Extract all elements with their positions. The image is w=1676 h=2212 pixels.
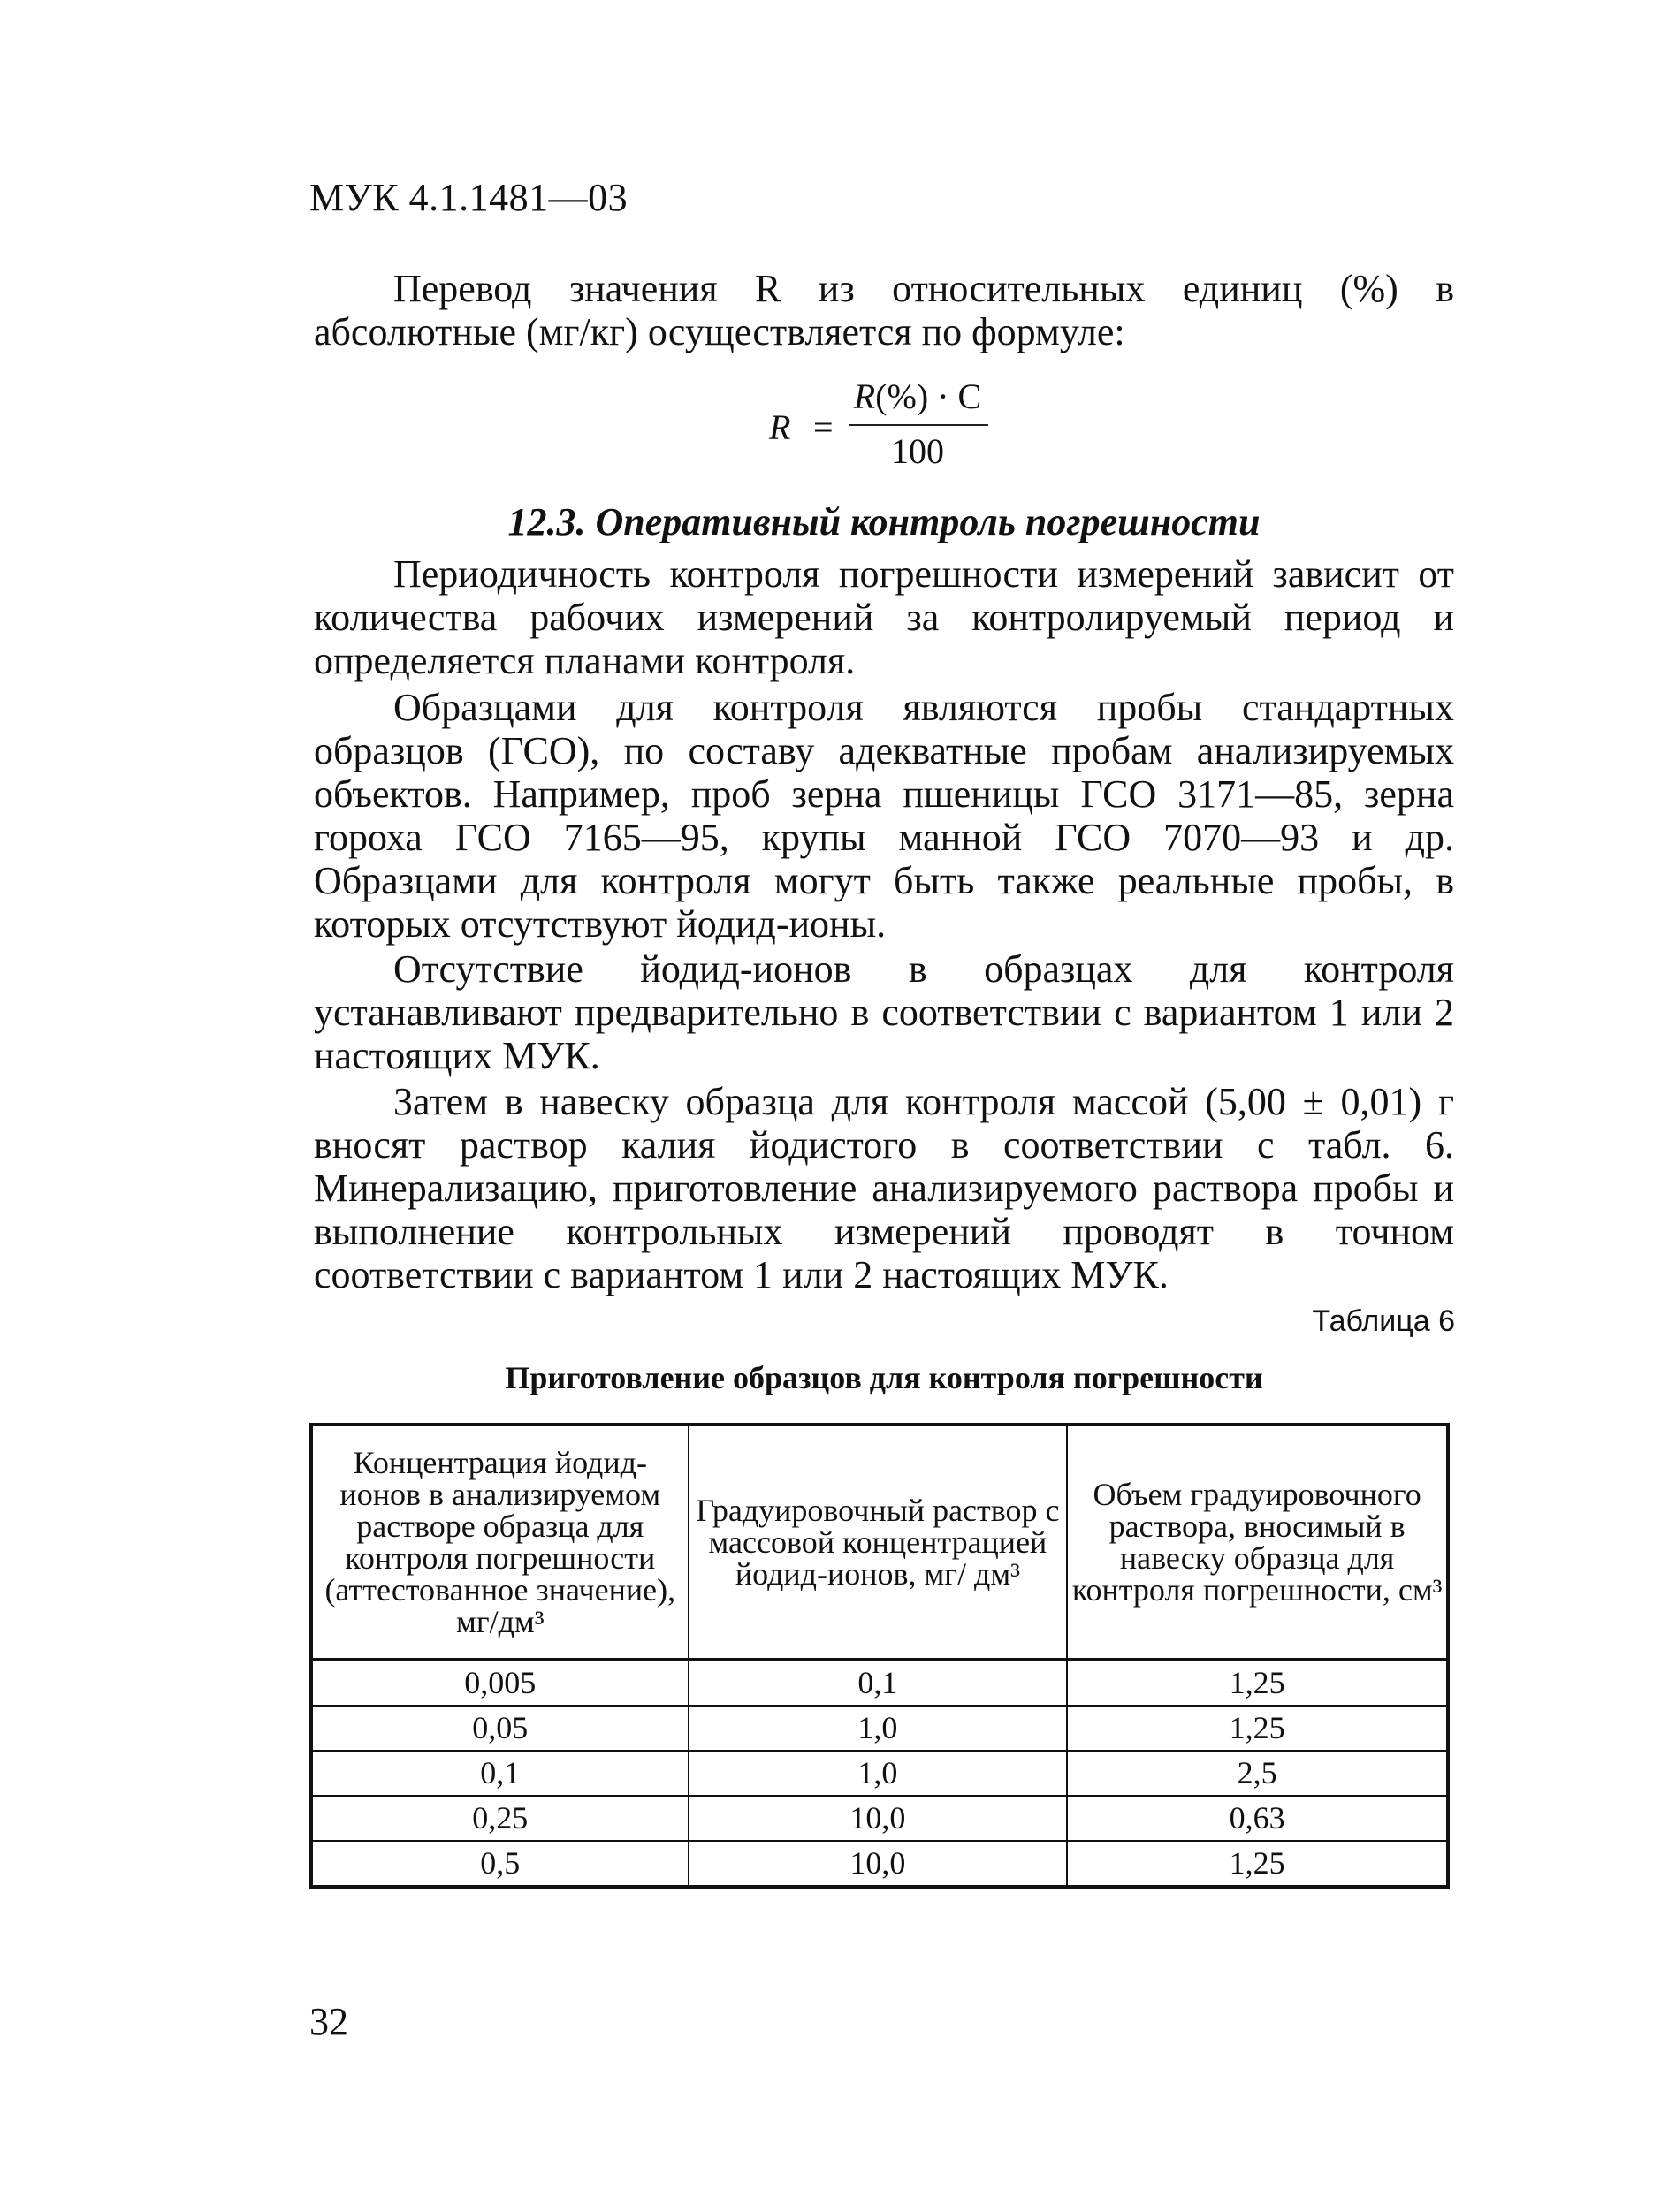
table-header-row [311,1425,1448,1660]
formula-numerator-rest: (%) · C [875,376,982,416]
table-row [311,1706,1448,1751]
data-table [309,1423,1450,1889]
header-volume: Объем градуировочного раствора, вносимый в навеску образца для контроля погрешности, см³ [1067,1425,1448,1660]
table-cell: 0,1 [689,1660,1068,1706]
formula-lhs: R [769,407,791,447]
document-code: МУК 4.1.1481—03 [309,176,628,219]
header-calibration-solution: Градуировочный раствор с массовой концентрацией йодид-ионов, мг/ дм³ [689,1425,1068,1660]
table-cell: 0,25 [311,1796,689,1841]
paragraph-absence: Отсутствие йодид-ионов в образцах для контроля устанавливают предварительно в соответствии с вариантом 1 или 2 настоящих МУК. [314,947,1454,1077]
paragraph-periodicity: Периодичность контроля погрешности измерений зависит от количества рабочих измерений за контролируемый период и определяется планами контроля. [314,552,1454,682]
formula-denominator: 100 [891,431,944,471]
section-title: 12.3. Оперативный контроль погрешности [507,500,1261,543]
table-row [311,1841,1448,1887]
table-cell: 0,5 [311,1841,689,1887]
table-title: Приготовление образцов для контроля погрешности [505,1360,1263,1395]
formula [769,376,999,482]
table-cell: 2,5 [1067,1751,1448,1796]
paragraph-procedure: Затем в навеску образца для контроля массой (5,00 ± 0,01) г вносят раствор калия йодистого в соответствии с табл. 6. Минерализацию, приготовление анализируемого раствора пробы и выполнение контрольных измерений проводят в точном соответствии с вариантом 1 или 2 настоящих МУК. [314,1080,1454,1296]
table-cell: 1,25 [1067,1660,1448,1706]
table-cell: 0,1 [311,1751,689,1796]
table-cell: 10,0 [689,1796,1068,1841]
table-cell: 0,005 [311,1660,689,1706]
table-cell: 0,63 [1067,1796,1448,1841]
header-concentration: Концентрация йодид-ионов в анализируемом растворе образца для контроля погрешности (аттестованное значение), мг/дм³ [311,1425,689,1660]
table-row [311,1660,1448,1706]
table-cell: 1,25 [1067,1841,1448,1887]
formula-numerator-var: R [853,376,876,416]
table-row [311,1751,1448,1796]
table-cell: 0,05 [311,1706,689,1751]
table-row [311,1796,1448,1841]
table-cell: 1,0 [689,1751,1068,1796]
table-cell: 10,0 [689,1841,1068,1887]
formula-equals: = [813,407,834,447]
table-label: Таблица 6 [1312,1304,1455,1338]
page-number: 32 [309,2000,348,2043]
formula-numerator [851,376,984,417]
table-cell: 1,0 [689,1706,1068,1751]
fraction-bar [849,424,988,426]
intro-paragraph: Перевод значения R из относительных единиц (%) в абсолютные (мг/кг) осуществляется по формуле: [314,267,1454,353]
paragraph-samples: Образцами для контроля являются пробы стандартных образцов (ГСО), по составу адекватные пробам анализируемых объектов. Например, проб зерна пшеницы ГСО 3171—85, зерна гороха ГСО 7165—95, крупы манной ГСО 7070—93 и др. Образцами для контроля могут быть также реальные пробы, в которых отсутствуют йодид-ионы. [314,686,1454,946]
table-cell: 1,25 [1067,1706,1448,1751]
